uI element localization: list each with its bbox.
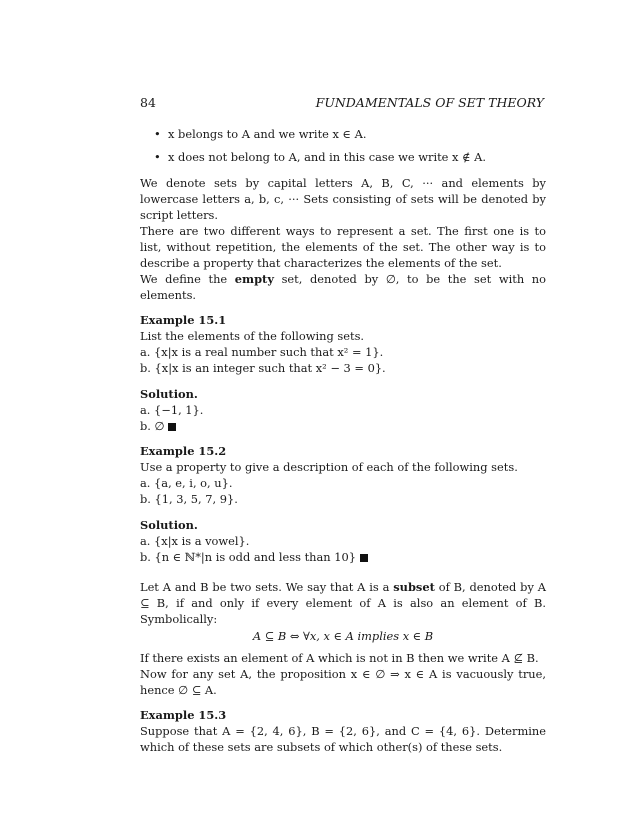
paragraph-subset-definition [140,579,546,627]
solution-heading: Solution. [140,387,198,401]
example-item: b. {x|x is an integer such that x² − 3 = 0}. [140,361,386,375]
solution-item-last [140,549,546,565]
example-heading: Example 15.3 [140,708,227,722]
page-body [140,126,546,755]
solution-item: a. {−1, 1}. [140,403,204,417]
example-prompt: List the elements of the following sets. [140,329,365,343]
example-item: a. {x|x is a real number such that x² = 1}. [140,345,384,359]
qed-square-icon [360,554,368,562]
example-prompt: Use a property to give a description of each of the following sets. [140,460,518,474]
solution-text: b. ∅ [140,419,165,433]
term-subset: subset [393,580,435,594]
text-run: We define the [140,272,235,286]
bullet-item: • x does not belong to A, and in this case we write x ∉ A. [140,149,546,165]
paragraph-empty-set [140,271,546,303]
page-number: 84 [140,95,156,110]
paragraph-set-representation: There are two different ways to represent a set. The first one is to list, without repetition, the elements of the set. The other way is to describe a property that characterizes the elements of the set. [140,224,546,270]
solution-item-last [140,418,546,434]
solution-heading: Solution. [140,518,198,532]
solution-item: a. {x|x is a vowel}. [140,534,250,548]
bullet-item: • x belongs to A and we write x ∈ A. [140,126,546,142]
example-item: b. {1, 3, 5, 7, 9}. [140,492,238,506]
term-empty: empty [234,272,274,286]
display-equation: A ⊆ B ⇔ ∀x, x ∈ A implies x ∈ B [252,629,434,643]
paragraph-not-subset: If there exists an element of A which is not in B then we write A ⊈ B. [140,651,539,665]
example-item: a. {a, e, i, o, u}. [140,476,233,490]
example-text: Suppose that A = {2, 4, 6}, B = {2, 6}, and C = {4, 6}. Determine which of these sets are subsets of which other(s) of these sets. [140,724,546,754]
example-heading: Example 15.1 [140,313,227,327]
qed-square-icon [168,423,176,431]
paragraph-set-notation: We denote sets by capital letters A, B, C, ··· and elements by lowercase letters a, b, c, ··· Sets consisting of sets will be denoted by script letters. [140,176,546,222]
paragraph-empty-subset: Now for any set A, the proposition x ∈ ∅ ⇒ x ∈ A is vacuously true, hence ∅ ⊆ A. [140,667,546,697]
text-run: set, denoted by ∅, to be the set with no elements. [140,272,546,302]
text-run: Let A and B be two sets. We say that A is a [140,580,394,594]
running-title: FUNDAMENTALS OF SET THEORY [315,95,544,110]
solution-text: b. {n ∈ ℕ*|n is odd and less than 10} [140,550,356,564]
text-run: of B, denoted by A ⊆ B, if and only if every element of A is also an element of B. Symbolically: [140,580,546,626]
example-heading: Example 15.2 [140,444,227,458]
